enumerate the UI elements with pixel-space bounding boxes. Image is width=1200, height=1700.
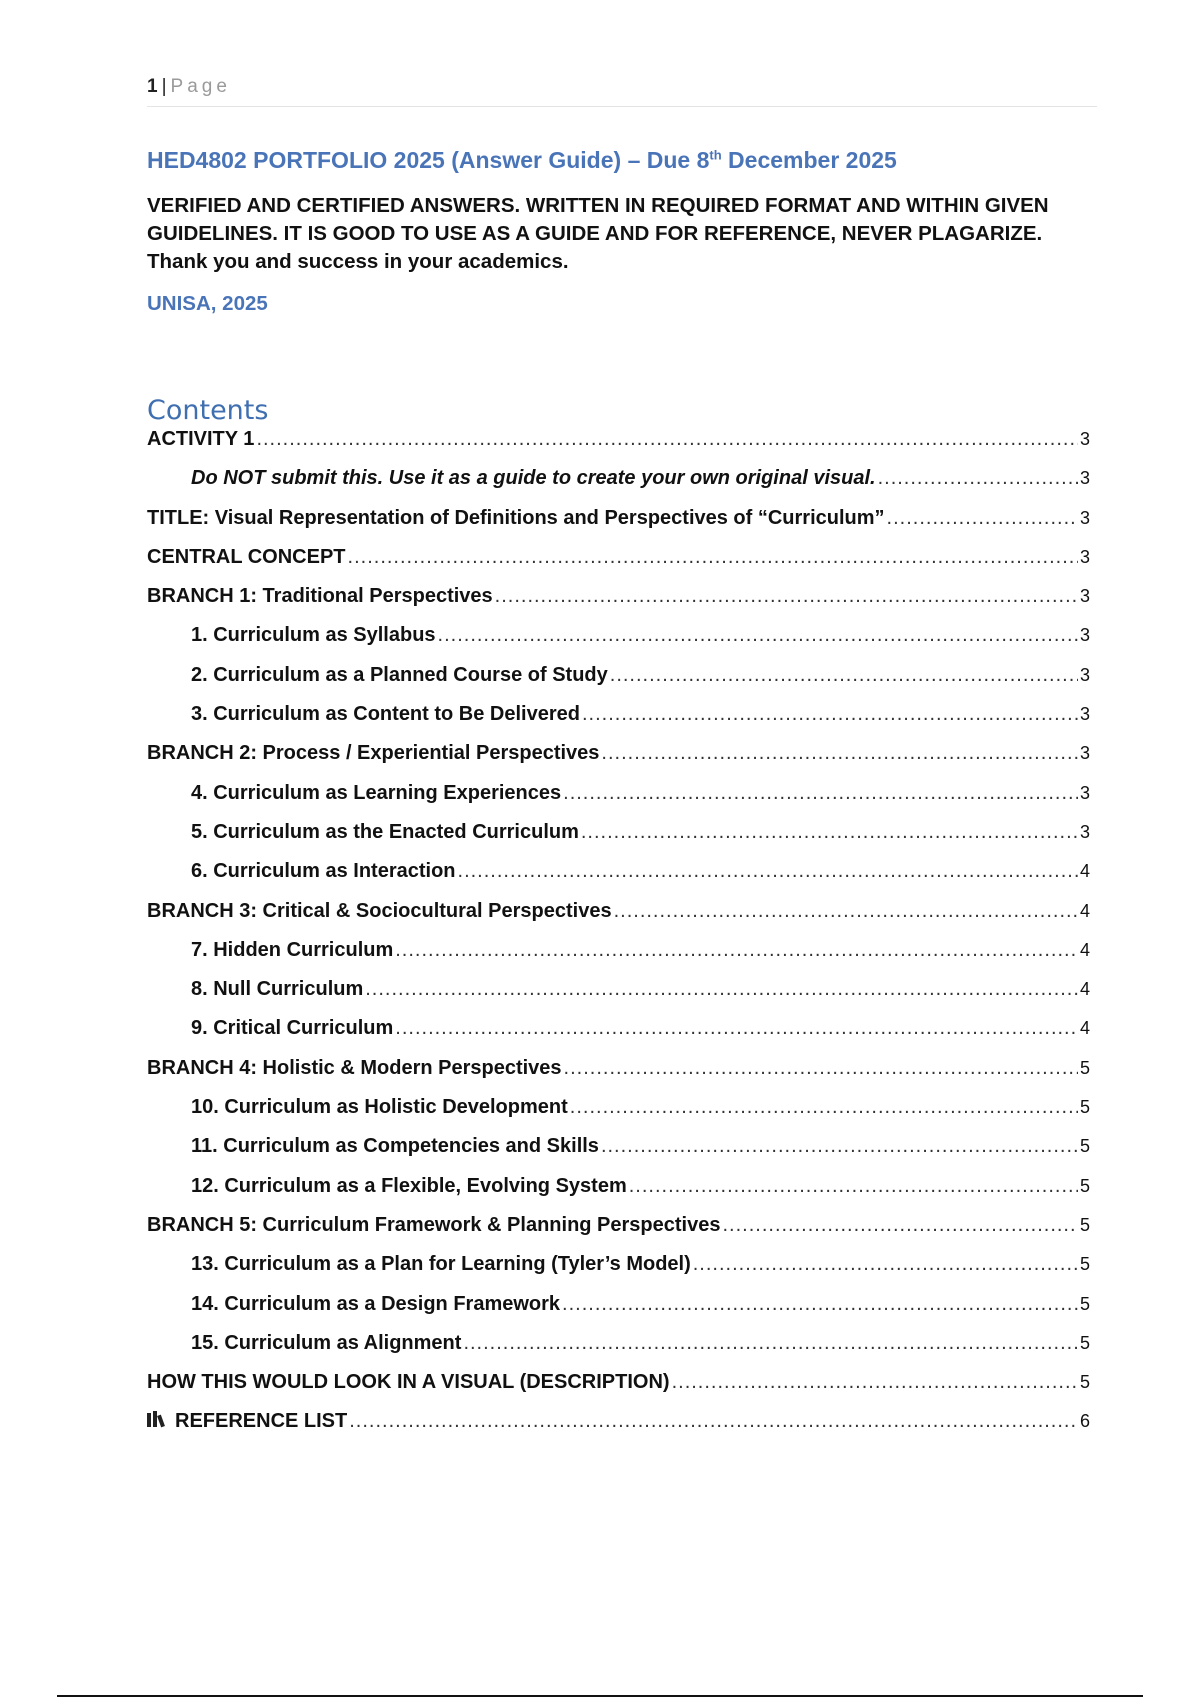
toc-entry-label[interactable]: 12. Curriculum as a Flexible, Evolving System — [191, 1174, 627, 1197]
books-icon — [147, 1411, 169, 1427]
toc-entry-label[interactable]: BRANCH 5: Curriculum Framework & Planning Perspectives — [147, 1213, 721, 1236]
toc-entry-text[interactable] — [191, 782, 561, 805]
toc-leader-dots — [610, 664, 1078, 687]
toc-leader-dots — [348, 546, 1078, 569]
toc-entry-label[interactable]: 6. Curriculum as Interaction — [191, 860, 456, 883]
toc-leader-dots — [438, 624, 1078, 647]
table-of-contents — [147, 428, 1090, 1450]
toc-entry-label[interactable]: TITLE: Visual Representation of Definitions and Perspectives of “Curriculum” — [147, 506, 885, 529]
toc-entry-text[interactable] — [191, 1332, 461, 1355]
toc-entry-text[interactable] — [191, 467, 876, 490]
toc-leader-dots — [878, 467, 1078, 490]
toc-leader-dots — [629, 1175, 1078, 1198]
toc-leader-dots — [722, 1214, 1078, 1237]
toc-page-number[interactable]: 4 — [1079, 900, 1090, 921]
toc-entry-text[interactable] — [147, 507, 885, 530]
toc-entry[interactable] — [147, 1175, 1090, 1214]
toc-entry-text[interactable] — [191, 1135, 599, 1158]
toc-entry-label[interactable]: 8. Null Curriculum — [191, 978, 364, 1001]
page-word: Page — [170, 76, 231, 97]
toc-leader-dots — [601, 742, 1078, 765]
toc-page-number[interactable]: 5 — [1079, 1097, 1090, 1118]
toc-entry-label[interactable]: HOW THIS WOULD LOOK IN A VISUAL (DESCRIPTION) — [147, 1371, 670, 1394]
toc-page-number[interactable]: 5 — [1079, 1175, 1090, 1196]
toc-entry-text[interactable] — [147, 1410, 347, 1433]
toc-leader-dots — [349, 1410, 1078, 1433]
toc-leader-dots — [395, 939, 1078, 962]
title-main: HED4802 PORTFOLIO 2025 (Answer Guide) – Due 8 — [147, 147, 710, 173]
toc-leader-dots — [672, 1371, 1078, 1394]
toc-entry-text[interactable] — [147, 546, 346, 569]
toc-entry-label[interactable]: BRANCH 3: Critical & Sociocultural Perspectives — [147, 899, 612, 922]
toc-entry-label[interactable]: 2. Curriculum as a Planned Course of Study — [191, 663, 608, 686]
toc-entry-text[interactable] — [147, 900, 612, 923]
toc-entry-text[interactable] — [147, 428, 254, 451]
toc-page-number[interactable]: 3 — [1079, 546, 1090, 567]
toc-page-number[interactable]: 3 — [1079, 782, 1090, 803]
toc-entry-text[interactable] — [147, 1214, 720, 1237]
document-title — [147, 147, 1107, 174]
toc-entry[interactable] — [147, 1332, 1090, 1371]
toc-leader-dots — [564, 1057, 1078, 1080]
toc-entry-text[interactable] — [191, 703, 580, 726]
toc-entry-label[interactable]: BRANCH 1: Traditional Perspectives — [147, 585, 493, 608]
page-header — [147, 76, 1097, 107]
toc-leader-dots — [601, 1135, 1078, 1158]
toc-entry-text[interactable] — [147, 1057, 562, 1080]
toc-leader-dots — [395, 1017, 1078, 1040]
toc-entry[interactable] — [147, 507, 1090, 546]
toc-leader-dots — [887, 507, 1078, 530]
toc-entry[interactable] — [147, 1017, 1090, 1056]
toc-entry-text[interactable] — [191, 1175, 627, 1198]
toc-page-number[interactable]: 5 — [1079, 1057, 1090, 1078]
toc-entry-label[interactable]: ACTIVITY 1 — [147, 428, 255, 450]
toc-entry-text[interactable] — [147, 585, 493, 608]
toc-entry-label[interactable]: 1. Curriculum as Syllabus — [191, 624, 436, 647]
toc-leader-dots — [563, 782, 1078, 805]
toc-leader-dots — [693, 1253, 1078, 1276]
toc-page-number[interactable]: 3 — [1079, 507, 1090, 528]
title-tail: December 2025 — [721, 147, 897, 173]
toc-entry[interactable] — [147, 978, 1090, 1017]
toc-entry-label[interactable]: 9. Critical Curriculum — [191, 1017, 394, 1040]
toc-page-number[interactable]: 3 — [1079, 429, 1090, 449]
toc-entry-label[interactable]: 13. Curriculum as a Plan for Learning (Tyler’s Model) — [191, 1253, 691, 1276]
toc-entry[interactable] — [147, 1214, 1090, 1253]
toc-entry[interactable] — [147, 742, 1090, 781]
toc-page-number[interactable]: 3 — [1079, 586, 1090, 607]
toc-page-number[interactable]: 5 — [1079, 1332, 1090, 1353]
toc-entry-label[interactable]: Do NOT submit this. Use it as a guide to create your own original visual. — [191, 467, 876, 490]
toc-leader-dots — [256, 428, 1078, 451]
toc-page-number[interactable]: 5 — [1079, 1136, 1090, 1157]
toc-entry[interactable] — [147, 900, 1090, 939]
toc-page-number[interactable]: 4 — [1079, 939, 1090, 960]
toc-entry[interactable] — [147, 939, 1090, 978]
toc-page-number[interactable]: 4 — [1079, 861, 1090, 882]
toc-entry[interactable] — [147, 467, 1090, 506]
title-superscript: th — [709, 147, 722, 163]
toc-entry[interactable] — [147, 821, 1090, 860]
toc-entry[interactable] — [147, 1057, 1090, 1096]
toc-entry-text[interactable] — [191, 1293, 560, 1316]
toc-page-number[interactable]: 4 — [1079, 979, 1090, 1000]
toc-entry[interactable] — [147, 1410, 1090, 1449]
toc-entry-label[interactable]: 4. Curriculum as Learning Experiences — [191, 781, 562, 804]
toc-entry[interactable] — [147, 624, 1090, 663]
toc-entry-text[interactable] — [191, 664, 608, 687]
toc-leader-dots — [562, 1293, 1078, 1316]
toc-page-number[interactable]: 3 — [1079, 743, 1090, 764]
toc-leader-dots — [570, 1096, 1078, 1119]
verified-notice: VERIFIED AND CERTIFIED ANSWERS. WRITTEN IN REQUIRED FORMAT AND WITHIN GIVEN GUIDELINES. IT IS GOOD TO USE AS A GUIDE AND FOR REFERENCE, NEVER PLAGARIZE. Thank you and success in your academics. — [147, 194, 1049, 273]
toc-entry[interactable] — [147, 664, 1090, 703]
toc-entry[interactable] — [147, 782, 1090, 821]
toc-entry-text[interactable] — [147, 1371, 670, 1394]
toc-page-number[interactable]: 3 — [1079, 704, 1090, 725]
institution-line: UNISA, 2025 — [147, 292, 268, 315]
toc-entry-text[interactable] — [191, 1253, 691, 1276]
toc-entry-label[interactable]: 5. Curriculum as the Enacted Curriculum — [191, 820, 579, 843]
toc-entry-text[interactable] — [147, 742, 599, 765]
toc-entry-text[interactable] — [191, 1017, 393, 1040]
toc-entry-text[interactable] — [191, 939, 393, 962]
toc-page-number[interactable]: 3 — [1079, 664, 1090, 685]
toc-entry-label[interactable]: 14. Curriculum as a Design Framework — [191, 1292, 561, 1315]
toc-entry[interactable] — [147, 546, 1090, 585]
toc-entry-label[interactable]: CENTRAL CONCEPT — [147, 545, 346, 568]
toc-leader-dots — [463, 1332, 1078, 1355]
toc-page-number[interactable]: 3 — [1079, 468, 1090, 489]
toc-page-number[interactable]: 4 — [1079, 1018, 1090, 1039]
toc-page-number[interactable]: 6 — [1079, 1411, 1090, 1432]
toc-page-number[interactable]: 3 — [1079, 625, 1090, 646]
toc-entry-label[interactable]: 3. Curriculum as Content to Be Delivered — [191, 703, 580, 726]
toc-entry-text[interactable] — [191, 978, 363, 1001]
toc-entry-label[interactable]: 7. Hidden Curriculum — [191, 938, 394, 961]
toc-entry[interactable] — [147, 1293, 1090, 1332]
toc-entry-label[interactable]: REFERENCE LIST — [175, 1410, 348, 1433]
toc-leader-dots — [495, 585, 1078, 608]
toc-entry-text[interactable] — [191, 624, 436, 647]
footer-rule — [57, 1695, 1143, 1697]
toc-page-number[interactable]: 3 — [1079, 821, 1090, 842]
toc-entry-label[interactable]: BRANCH 2: Process / Experiential Perspectives — [147, 742, 600, 765]
toc-entry-label[interactable]: BRANCH 4: Holistic & Modern Perspectives — [147, 1056, 562, 1079]
page-number: 1 — [147, 76, 158, 97]
toc-leader-dots — [614, 900, 1078, 923]
toc-page-number[interactable]: 5 — [1079, 1293, 1090, 1314]
toc-entry[interactable] — [147, 1253, 1090, 1292]
contents-heading: Contents — [147, 395, 269, 426]
toc-entry[interactable] — [147, 860, 1090, 899]
toc-entry[interactable] — [147, 1371, 1090, 1410]
toc-page-number[interactable]: 5 — [1079, 1372, 1090, 1393]
toc-entry-label[interactable]: 15. Curriculum as Alignment — [191, 1331, 462, 1354]
toc-entry-label[interactable]: 10. Curriculum as Holistic Development — [191, 1096, 568, 1119]
toc-entry[interactable] — [147, 1096, 1090, 1135]
toc-entry-text[interactable] — [191, 1096, 568, 1119]
toc-leader-dots — [458, 860, 1078, 883]
toc-entry[interactable] — [147, 1135, 1090, 1174]
toc-entry[interactable] — [147, 428, 1090, 467]
toc-leader-dots — [581, 821, 1078, 844]
header-separator: | — [161, 76, 167, 97]
toc-entry-text[interactable] — [191, 821, 579, 844]
toc-entry-text[interactable] — [191, 860, 456, 883]
toc-leader-dots — [582, 703, 1078, 726]
toc-entry-label[interactable]: 11. Curriculum as Competencies and Skills — [191, 1135, 599, 1158]
toc-page-number[interactable]: 5 — [1079, 1254, 1090, 1275]
toc-page-number[interactable]: 5 — [1079, 1214, 1090, 1235]
toc-entry[interactable] — [147, 585, 1090, 624]
toc-leader-dots — [365, 978, 1078, 1001]
toc-entry[interactable] — [147, 703, 1090, 742]
